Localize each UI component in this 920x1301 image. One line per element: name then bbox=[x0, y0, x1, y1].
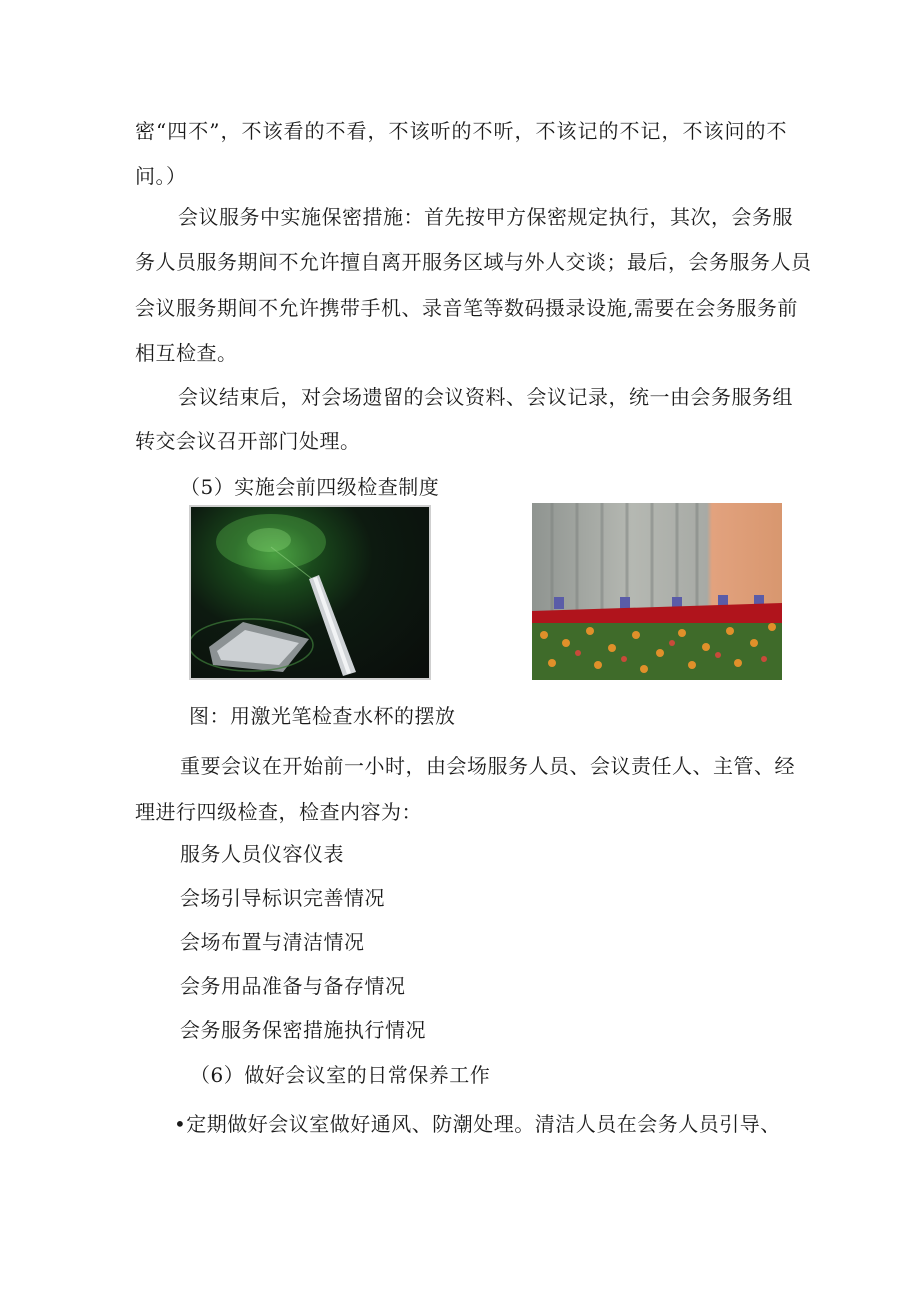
list-item: 会场布置与清洁情况 bbox=[180, 930, 365, 954]
paragraph-line: 会议服务中实施保密措施：首先按甲方保密规定执行，其次，会务服 bbox=[178, 205, 793, 229]
paragraph-line: 问。） bbox=[135, 164, 187, 188]
paragraph-line: 转交会议召开部门处理。 bbox=[135, 429, 361, 453]
list-item: 会场引导标识完善情况 bbox=[180, 886, 385, 910]
laser-pointer-image bbox=[189, 505, 431, 680]
meeting-hall-image bbox=[532, 503, 782, 680]
paragraph-line: 理进行四级检查，检查内容为： bbox=[135, 800, 422, 824]
meeting-hall-illustration bbox=[532, 503, 782, 680]
list-item: 服务人员仪容仪表 bbox=[180, 842, 344, 866]
list-item: 会务服务保密措施执行情况 bbox=[180, 1018, 426, 1042]
paragraph-line: 相互检查。 bbox=[135, 341, 238, 365]
paragraph-line: 会议服务期间不允许携带手机、录音笔等数码摄录设施,需要在会务服务前 bbox=[135, 296, 798, 320]
paragraph-line: 重要会议在开始前一小时，由会场服务人员、会议责任人、主管、经 bbox=[180, 754, 795, 778]
section-heading: （6）做好会议室的日常保养工作 bbox=[190, 1063, 491, 1087]
paragraph-line: 会议结束后，对会场遗留的会议资料、会议记录，统一由会务服务组 bbox=[178, 385, 793, 409]
section-heading: （5）实施会前四级检查制度 bbox=[180, 475, 440, 499]
figure-caption: 图：用激光笔检查水杯的摆放 bbox=[189, 704, 456, 728]
paragraph-line: 务人员服务期间不允许擅自离开服务区域与外人交谈；最后，会务服务人员 bbox=[135, 250, 812, 274]
laser-pointer-illustration bbox=[191, 507, 429, 678]
paragraph-line: 密“四不”，不该看的不看，不该听的不听，不该记的不记，不该问的不 bbox=[135, 119, 787, 143]
list-item: 会务用品准备与备存情况 bbox=[180, 974, 406, 998]
bullet-paragraph-line: •定期做好会议室做好通风、防潮处理。清洁人员在会务人员引导、 bbox=[174, 1112, 781, 1136]
